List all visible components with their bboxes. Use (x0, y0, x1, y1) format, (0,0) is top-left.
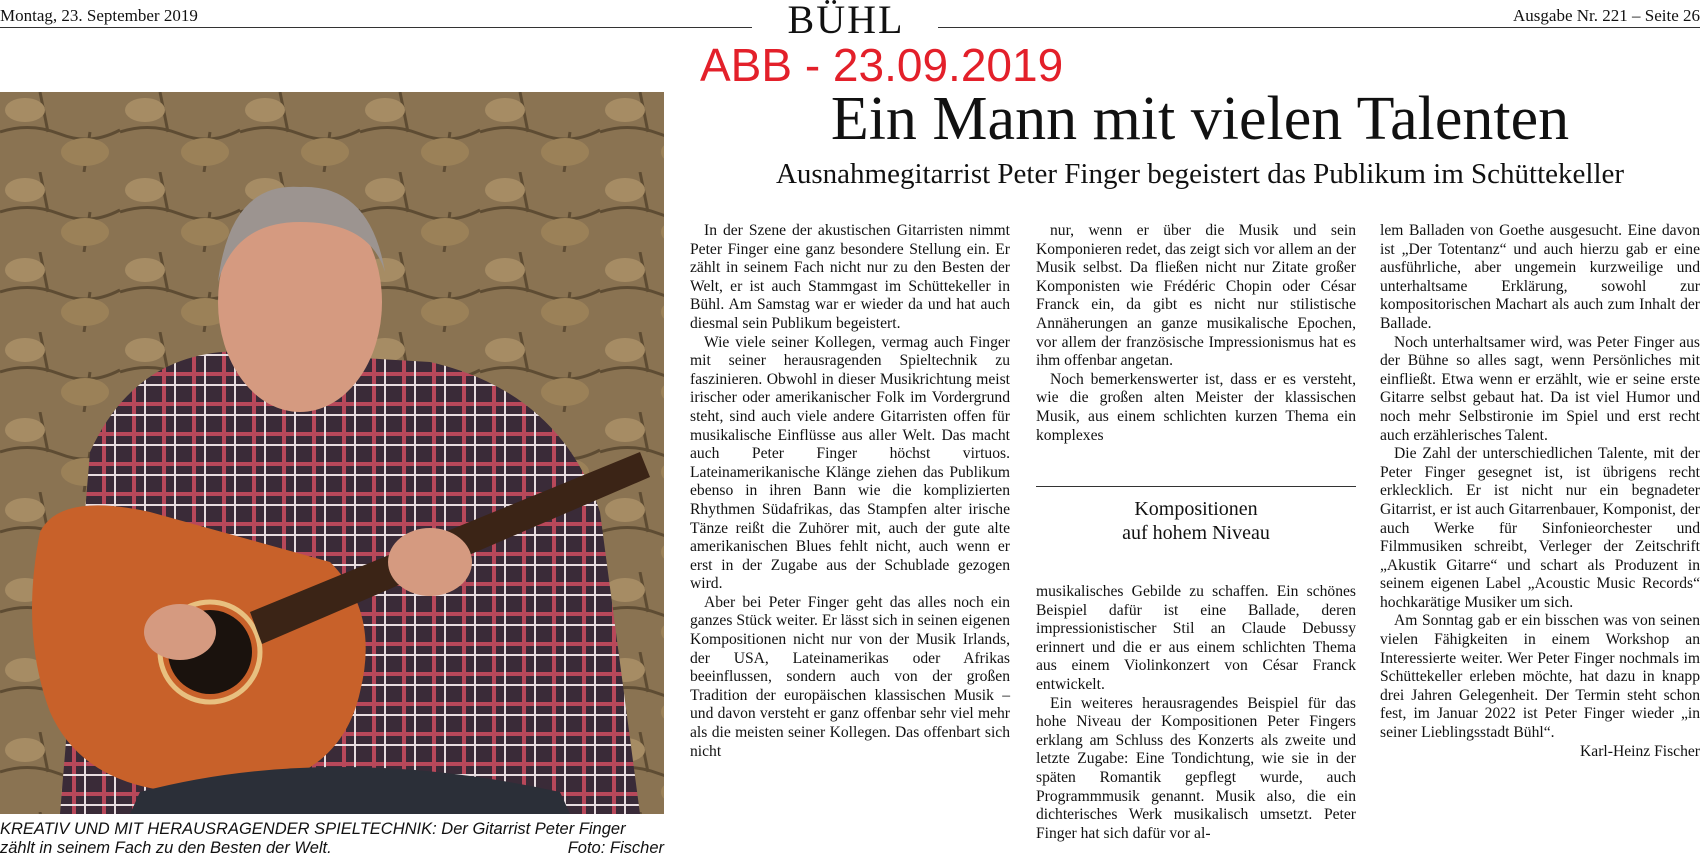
paragraph: lem Balladen von Goethe ausgesucht. Eine davon ist „Der Totentanz“ und auch hierzu gab er eine ausführliche, aber ungemein kurzweilige und unterhaltsame Erklärung, sowohl zur kompositorischen Machart als auch zum Inhalt der Ballade. (1380, 222, 1700, 332)
article-title: Ein Mann mit vielen Talenten (830, 85, 1570, 153)
paragraph: Am Sonntag gab er ein bisschen was von seinen vielen Fähigkeiten in einem Workshop an Interessierte weiter. Wer Peter Finger nochmals im Schüttekeller erleben möchte, hat dazu in knapp drei Jahren Gelegenheit. Der Termin steht schon fest, im Januar 2022 ist Peter Finger wieder „in seiner Lieblingsstadt Bühl“. (1380, 612, 1700, 742)
guitarist-photo-icon (0, 92, 664, 814)
header-rule-right (938, 27, 1700, 28)
text-column-2 (1036, 222, 1356, 445)
paragraph: Noch unterhaltsamer wird, was Peter Finger aus der Bühne so alles sagt, wenn Persönliches mit einfließt. Etwa wenn er erzählt, wie er seine erste Gitarre selbst gebaut hat. Da ist viel Humor und noch mehr Selbstironie im Spiel und erst recht auch erzählerisches Talent. (1380, 333, 1700, 444)
subheading-line-1: Kompositionen (1134, 498, 1258, 520)
author-name: Karl-Heinz Fischer (1580, 742, 1700, 760)
archive-stamp: ABB - 23.09.2019 (700, 39, 1064, 91)
photo-caption (0, 820, 664, 858)
paragraph: Wie viele seiner Kollegen, vermag auch Finger mit seiner herausragenden Spieltechnik zu faszinieren. Obwohl in dieser Musikrichtung meist irischer oder amerikanischer Folk im Vordergrund steht, sind auch viele andere Gitarristen offen für musikalische Einflüsse aus aller Welt. Das macht auch Peter Finger höchst virtuos. Lateinamerikanische Klänge ziehen das Publikum ebenso in ihren Bann wie die komplizierten Rhythmen Südafrikas, das Stampfen alter irische Tänze reißt die Zuhörer mit, auch der gute alte amerikanischen Blues fehlt nicht, auch wenn er erst in der Zugabe aus der Schublade gezogen wird. (690, 333, 1010, 593)
subheading-line-2: auf hohem Niveau (1122, 522, 1270, 544)
article-subtitle: Ausnahmegitarrist Peter Finger begeistert das Publikum im Schüttekeller (775, 158, 1625, 190)
header-rule-left (0, 27, 752, 28)
subheading (1036, 486, 1356, 545)
page-header (0, 0, 1700, 40)
paragraph: Ein weiteres herausragendes Beispiel für das hohe Niveau der Kompositionen Peter Fingers erklang am Schluss des Konzerts als zweite und letzte Zugabe: Eine Tondichtung, wie sie in der späten Romantik gepflegt wurde, auch Programmmusik genannt. Musik also, die ein dichterisches Werk musikalisch umsetzt. Peter Finger hat sich dafür vor al- (1036, 694, 1356, 842)
paragraph: Die Zahl der unterschiedlichen Talente, mit der Peter Finger gesegnet ist, ist übrigens recht erklecklich. Er ist nicht nur ein begnadeter Gitarrist, er ist auch Gitarrenbauer, Komponist, der auch Werke für Sinfonieorchester und Filmmusiken schreibt, Verleger der Zeitschrift „Akustik Gitarre“ und schart als Produzent in seinem eigenen Label „Acoustic Music Records“ hochkarätige Musiker um sich. (1380, 445, 1700, 611)
caption-lead: KREATIV UND MIT HERAUSRAGENDER SPIELTECHNIK: (0, 820, 437, 838)
paragraph: Noch bemerkenswerter ist, dass er es versteht, wie die großen alten Meister der klassischen Musik, aus einem schlichten kurzen Thema ein komplexes (1036, 370, 1356, 444)
photo-credit: Foto: Fischer (567, 839, 664, 857)
header-date: Montag, 23. September 2019 (0, 6, 198, 25)
caption-text: Der Gitarrist Peter Finger zählt in seinem Fach zu den Besten der Welt. (0, 820, 626, 857)
paragraph: Aber bei Peter Finger geht das alles noch ein ganzes Stück weiter. Er lässt sich in seinen eigenen Kompositionen nicht nur von der Musik Irlands, der USA, Lateinamerikas oder Afrikas beeinflussen, sondern auch von der großen Tradition der europäischen klassischen Musik – und davon versteht er ganz offenbar sehr viel mehr als die meisten seiner Kollegen. Das offenbart sich nicht (690, 593, 1010, 760)
header-city: BÜHL (787, 0, 905, 42)
text-column-1 (690, 222, 1010, 761)
paragraph: musikalisches Gebilde zu schaffen. Ein schönes Beispiel dafür ist eine Ballade, deren impressionistischer Stil an Claude Debussy erinnert und die er aus einem schlichten Thema aus einem Violinkonzert von César Franck entwickelt. (1036, 583, 1356, 693)
article-photo (0, 92, 664, 814)
text-column-2-continued (1036, 583, 1356, 843)
paragraph: nur, wenn er über die Musik und sein Komponieren redet, das zeigt sich vor allem an der Musik selbst. Da fließen nicht nur Zitate großer Komponisten wie Frédéric Chopin oder César Franck ein, da gibt es nicht nur stilistische Annäherungen an ganze musikalische Epochen, vor allem der französische Impressionismus hat es ihm offenbar angetan. (1036, 222, 1356, 370)
header-issue: Ausgabe Nr. 221 – Seite 26 (1513, 6, 1700, 25)
paragraph: In der Szene der akustischen Gitarristen nimmt Peter Finger eine ganz besondere Stellung ein. Er zählt in seinem Fach nicht nur zu den Besten der Welt, er ist auch Stammgast im Schüttekeller in Bühl. Am Samstag war er wieder da und hat auch diesmal sein Publikum begeistert. (690, 222, 1010, 332)
text-column-3 (1380, 222, 1700, 761)
